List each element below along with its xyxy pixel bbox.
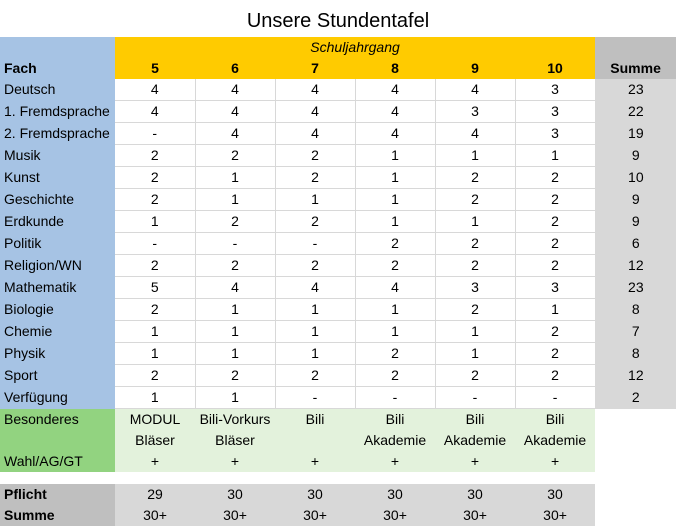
- hours-cell: 4: [355, 277, 435, 299]
- summe-header: Summe: [595, 58, 676, 79]
- hours-cell: -: [195, 233, 275, 255]
- hours-cell: 1: [515, 299, 595, 321]
- subject-name: 2. Fremdsprache: [0, 123, 115, 145]
- year-header: 9: [435, 58, 515, 79]
- summe-cell: 6: [595, 233, 676, 255]
- year-header: 5: [115, 58, 195, 79]
- hours-cell: -: [115, 233, 195, 255]
- hours-cell: -: [115, 123, 195, 145]
- hours-cell: 2: [195, 255, 275, 277]
- hours-cell: 1: [355, 299, 435, 321]
- subject-name: Religion/WN: [0, 255, 115, 277]
- hours-cell: 2: [115, 167, 195, 189]
- summe-cell: 2: [595, 387, 676, 409]
- besonderes-cell: +: [355, 451, 435, 472]
- hours-cell: 4: [275, 123, 355, 145]
- hours-cell: 1: [275, 189, 355, 211]
- besonderes-summe-empty: [595, 451, 676, 472]
- spacer-cell: [0, 472, 115, 484]
- spacer-cell: [195, 472, 275, 484]
- besonderes-cell: +: [115, 451, 195, 472]
- besonderes-cell: Bili: [355, 409, 435, 431]
- summe_total-cell: 30+: [515, 505, 595, 526]
- table-row: [0, 189, 676, 211]
- pflicht-cell: 30: [515, 484, 595, 505]
- besonderes-label: [0, 430, 115, 451]
- hours-cell: 1: [435, 343, 515, 365]
- besonderes-summe-empty: [595, 409, 676, 431]
- hours-cell: 4: [195, 277, 275, 299]
- pflicht-cell: 29: [115, 484, 195, 505]
- summe_total-cell: 30+: [435, 505, 515, 526]
- besonderes-row: [0, 430, 676, 451]
- summe-header-top: [595, 37, 676, 58]
- hours-cell: 2: [115, 365, 195, 387]
- hours-cell: 2: [515, 233, 595, 255]
- hours-cell: 2: [115, 299, 195, 321]
- hours-cell: 2: [275, 145, 355, 167]
- hours-cell: 1: [435, 145, 515, 167]
- hours-cell: 1: [355, 167, 435, 189]
- hours-cell: 4: [195, 101, 275, 123]
- pflicht-cell: 30: [195, 484, 275, 505]
- table-row: [0, 145, 676, 167]
- pflicht-cell: 30: [275, 484, 355, 505]
- hours-cell: 4: [355, 123, 435, 145]
- header-row-group: [0, 37, 676, 58]
- stundentafel-table: [0, 37, 676, 526]
- hours-cell: 2: [275, 255, 355, 277]
- spacer-cell: [595, 472, 676, 484]
- table-row: [0, 79, 676, 101]
- summe-cell: 19: [595, 123, 676, 145]
- hours-cell: 1: [515, 145, 595, 167]
- besonderes-cell: +: [515, 451, 595, 472]
- hours-cell: 2: [115, 255, 195, 277]
- summe-cell: 12: [595, 255, 676, 277]
- besonderes-cell: Bili: [435, 409, 515, 431]
- schuljahrgang-header: Schuljahrgang: [115, 37, 595, 58]
- year-header: 7: [275, 58, 355, 79]
- hours-cell: 1: [195, 343, 275, 365]
- table-row: [0, 233, 676, 255]
- hours-cell: 4: [355, 101, 435, 123]
- year-header: 10: [515, 58, 595, 79]
- pflicht-row: [0, 484, 676, 505]
- hours-cell: 2: [515, 255, 595, 277]
- summe-cell: 10: [595, 167, 676, 189]
- table-row: [0, 343, 676, 365]
- table-row: [0, 365, 676, 387]
- hours-cell: 2: [275, 211, 355, 233]
- subject-name: Kunst: [0, 167, 115, 189]
- hours-cell: 2: [195, 365, 275, 387]
- besonderes-cell: Akademie: [515, 430, 595, 451]
- hours-cell: 2: [195, 145, 275, 167]
- hours-cell: 1: [195, 299, 275, 321]
- hours-cell: 2: [515, 321, 595, 343]
- header-row-years: [0, 58, 676, 79]
- summe-cell: 12: [595, 365, 676, 387]
- hours-cell: -: [515, 387, 595, 409]
- hours-cell: 2: [355, 365, 435, 387]
- hours-cell: 4: [195, 123, 275, 145]
- hours-cell: 4: [195, 79, 275, 101]
- hours-cell: -: [435, 387, 515, 409]
- summe-cell: 22: [595, 101, 676, 123]
- spacer-cell: [355, 472, 435, 484]
- besonderes-cell: Bili-Vorkurs: [195, 409, 275, 431]
- table-row: [0, 387, 676, 409]
- hours-cell: 1: [115, 211, 195, 233]
- hours-cell: 2: [355, 255, 435, 277]
- hours-cell: 2: [115, 145, 195, 167]
- hours-cell: 2: [355, 343, 435, 365]
- table-row: [0, 167, 676, 189]
- spacer-cell: [515, 472, 595, 484]
- summe-cell: 23: [595, 79, 676, 101]
- page-title: Unsere Stundentafel: [246, 10, 430, 32]
- spacer-cell: [275, 472, 355, 484]
- pflicht-label: Pflicht: [0, 484, 115, 505]
- subject-name: Sport: [0, 365, 115, 387]
- table-row: [0, 299, 676, 321]
- pflicht-cell: 30: [355, 484, 435, 505]
- fach-header: Fach: [0, 58, 115, 79]
- summe_total-cell: 30+: [115, 505, 195, 526]
- hours-cell: 2: [435, 189, 515, 211]
- hours-cell: 1: [195, 167, 275, 189]
- besonderes-cell: +: [435, 451, 515, 472]
- table-row: [0, 255, 676, 277]
- hours-cell: 1: [115, 321, 195, 343]
- hours-cell: 1: [355, 211, 435, 233]
- hours-cell: 1: [115, 343, 195, 365]
- hours-cell: 4: [355, 79, 435, 101]
- hours-cell: 4: [435, 79, 515, 101]
- hours-cell: -: [355, 387, 435, 409]
- subject-name: Physik: [0, 343, 115, 365]
- hours-cell: 4: [115, 101, 195, 123]
- hours-cell: 1: [275, 321, 355, 343]
- subject-name: Mathematik: [0, 277, 115, 299]
- besonderes-cell: +: [275, 451, 355, 472]
- subject-name: Chemie: [0, 321, 115, 343]
- spacer-row: [0, 472, 676, 484]
- hours-cell: 1: [275, 343, 355, 365]
- hours-cell: 2: [515, 167, 595, 189]
- besonderes-row: [0, 409, 676, 431]
- subject-name: Biologie: [0, 299, 115, 321]
- hours-cell: 2: [275, 167, 355, 189]
- hours-cell: 1: [195, 189, 275, 211]
- hours-cell: 2: [195, 211, 275, 233]
- hours-cell: 4: [435, 123, 515, 145]
- summe-cell: 23: [595, 277, 676, 299]
- besonderes-cell: +: [195, 451, 275, 472]
- table-row: [0, 211, 676, 233]
- hours-cell: -: [275, 233, 355, 255]
- summe-cell: 9: [595, 145, 676, 167]
- hours-cell: 1: [435, 321, 515, 343]
- hours-cell: 2: [435, 255, 515, 277]
- subject-name: Geschichte: [0, 189, 115, 211]
- hours-cell: 2: [435, 299, 515, 321]
- hours-cell: 1: [195, 387, 275, 409]
- table-row: [0, 321, 676, 343]
- subject-name: Erdkunde: [0, 211, 115, 233]
- besonderes-cell: [275, 430, 355, 451]
- besonderes-cell: Bili: [515, 409, 595, 431]
- hours-cell: 4: [275, 277, 355, 299]
- table-row: [0, 123, 676, 145]
- summe-cell: 8: [595, 299, 676, 321]
- table-row: [0, 101, 676, 123]
- besonderes-cell: MODUL: [115, 409, 195, 431]
- besonderes-summe-empty: [595, 430, 676, 451]
- hours-cell: 1: [355, 321, 435, 343]
- hours-cell: -: [275, 387, 355, 409]
- hours-cell: 2: [435, 233, 515, 255]
- hours-cell: 2: [515, 189, 595, 211]
- besonderes-label: Wahl/AG/GT: [0, 451, 115, 472]
- hours-cell: 4: [115, 79, 195, 101]
- table-row: [0, 277, 676, 299]
- spacer-cell: [115, 472, 195, 484]
- hours-cell: 3: [515, 79, 595, 101]
- hours-cell: 3: [435, 277, 515, 299]
- pflicht-cell: 30: [435, 484, 515, 505]
- hours-cell: 3: [435, 101, 515, 123]
- hours-cell: 2: [515, 343, 595, 365]
- hours-cell: 4: [275, 79, 355, 101]
- besonderes-cell: Bili: [275, 409, 355, 431]
- table-body: [0, 37, 676, 526]
- hours-cell: 1: [115, 387, 195, 409]
- summe_total-cell: 30+: [195, 505, 275, 526]
- besonderes-cell: Bläser: [115, 430, 195, 451]
- hours-cell: 2: [355, 233, 435, 255]
- hours-cell: 1: [355, 145, 435, 167]
- subject-name: Deutsch: [0, 79, 115, 101]
- summe-cell: 9: [595, 211, 676, 233]
- hours-cell: 3: [515, 101, 595, 123]
- besonderes-cell: Akademie: [355, 430, 435, 451]
- hours-cell: 1: [435, 211, 515, 233]
- hours-cell: 3: [515, 277, 595, 299]
- pflicht-summe-empty: [595, 484, 676, 505]
- besonderes-cell: Bläser: [195, 430, 275, 451]
- header-corner: [0, 37, 115, 58]
- subject-name: Musik: [0, 145, 115, 167]
- summe-cell: 8: [595, 343, 676, 365]
- besonderes-label: Besonderes: [0, 409, 115, 431]
- besonderes-cell: Akademie: [435, 430, 515, 451]
- hours-cell: 3: [515, 123, 595, 145]
- hours-cell: 1: [355, 189, 435, 211]
- subject-name: Verfügung: [0, 387, 115, 409]
- summe_total-label: Summe: [0, 505, 115, 526]
- hours-cell: 4: [275, 101, 355, 123]
- hours-cell: 2: [435, 365, 515, 387]
- besonderes-row: [0, 451, 676, 472]
- hours-cell: 1: [195, 321, 275, 343]
- hours-cell: 2: [435, 167, 515, 189]
- hours-cell: 2: [515, 211, 595, 233]
- summe-cell: 9: [595, 189, 676, 211]
- hours-cell: 1: [275, 299, 355, 321]
- hours-cell: 2: [515, 365, 595, 387]
- year-header: 8: [355, 58, 435, 79]
- summe-cell: 7: [595, 321, 676, 343]
- hours-cell: 2: [275, 365, 355, 387]
- summe_total-cell: 30+: [275, 505, 355, 526]
- hours-cell: 2: [115, 189, 195, 211]
- year-header: 6: [195, 58, 275, 79]
- subject-name: 1. Fremdsprache: [0, 101, 115, 123]
- spacer-cell: [435, 472, 515, 484]
- hours-cell: 5: [115, 277, 195, 299]
- subject-name: Politik: [0, 233, 115, 255]
- summe_total-cell: 30+: [355, 505, 435, 526]
